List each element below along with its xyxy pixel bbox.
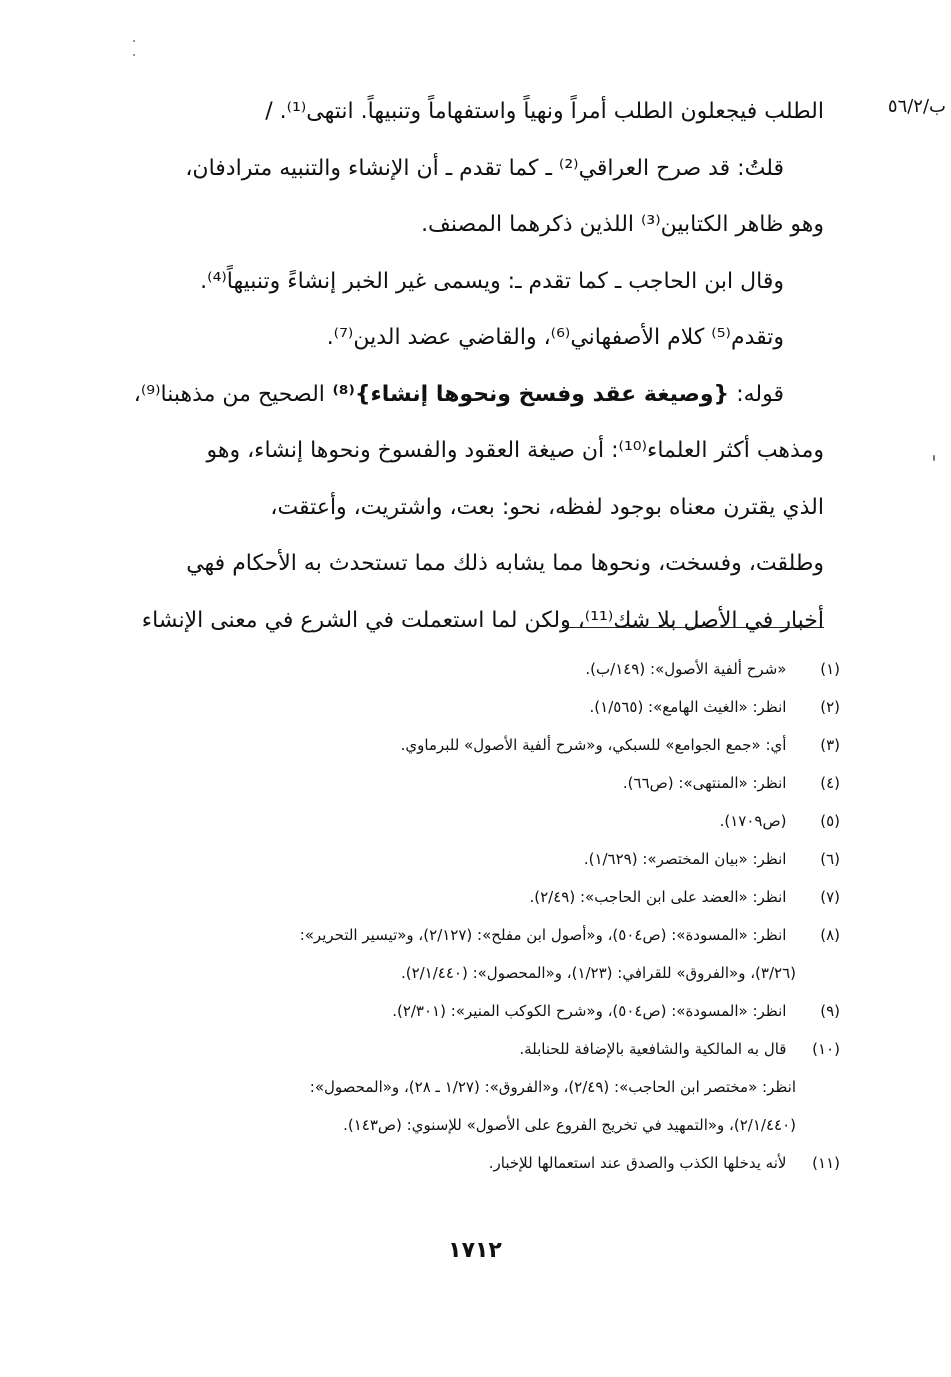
footnote [128,650,840,688]
footnote-number: (٧) [820,888,840,906]
footnote-continuation: انظر: «مختصر ابن الحاجب»: (٢/٤٩)، و«الفروق»: (١/٢٧ ـ ٢٨)، و«المحصول»: [309,1078,796,1096]
footnote-number: (٤) [820,774,840,792]
main-line: ومذهب أكثر العلماء⁽¹⁰⁾: أن صيغة العقود والفسوخ ونحوها إنشاء، وهو [206,438,824,463]
footnote-number: (٢) [820,698,840,716]
footnote-number: (٥) [820,812,840,830]
footnote-continuation: (٢/١/٤٤٠)، و«التمهيد في تخريج الفروع على الأصول» للإسنوي: (ص١٤٣). [343,1116,796,1134]
page-number: ١٧١٢ [448,1238,502,1263]
footnote-number: (١) [820,660,840,678]
footnote-text: انظر: «المسودة»: (ص٥٠٤)، و«أصول ابن مفلح»: (٢/١٢٧)، و«تيسير التحرير»: [299,926,787,944]
footnote-text: انظر: «العضد على ابن الحاجب»: (٢/٤٩). [529,888,787,906]
footnote-continuation: (٣/٢٦)، و«الفروق» للقرافي: (١/٢٣)، و«المحصول»: (٢/١/٤٤٠). [400,964,796,982]
scan-speck [133,54,135,56]
footnote [128,726,840,764]
footnote-text: قال به المالكية والشافعية بالإضافة للحنابلة. [519,1040,787,1058]
footnote-text: انظر: «الغيث الهامع»: (١/٥٦٥). [589,698,787,716]
footnote [128,802,840,840]
footnote-text: لأنه يدخلها الكذب والصدق عند استعمالها للإخبار. [488,1154,787,1172]
footnote [128,878,840,916]
scan-speck [933,455,935,461]
footnote [128,1030,840,1068]
main-line: وقال ابن الحاجب ـ كما تقدم ـ: ويسمى غير الخبر إنشاءً وتنبيهاً⁽⁴⁾. [200,268,784,294]
quote-rest: الصحيح من مذهبنا⁽⁹⁾، [133,381,325,407]
footnotes-block [128,650,840,1182]
main-line: قلتُ: قد صرح العراقي⁽²⁾ ـ كما تقدم ـ أن الإنشاء والتنبيه مترادفان، [185,155,784,181]
main-text-block [112,84,824,649]
footnote [128,916,840,954]
footnote [128,992,840,1030]
footnote [128,764,840,802]
footnote-number: (٨) [820,926,840,944]
main-line: وطلقت، وفسخت، ونحوها مما يشابه ذلك مما تستحدث به الأحكام فهي [186,551,824,576]
footnote-number: (٣) [820,736,840,754]
footnote-number: (٦) [820,850,840,868]
footnote [128,1144,840,1182]
footnote-number: (١١) [812,1154,840,1172]
footnote [128,840,840,878]
main-line: الطلب فيجعلون الطلب أمراً ونهياً واستفهاماً وتنبيهاً. انتهى⁽¹⁾. / [265,99,824,124]
main-line: أخبار في الأصل بلا شك⁽¹¹⁾، ولكن لما استعملت في الشرع في معنى الإنشاء [141,607,824,633]
footnote-text: (ص١٧٠٩). [719,812,787,830]
footnote-text: أي: «جمع الجوامع» للسبكي، و«شرح ألفية الأصول» للبرماوي. [400,736,787,754]
margin-folio-note: ب/٥٦/٢ [887,96,946,117]
quote-prefix: قوله: [729,381,784,407]
footnote-text: انظر: «بيان المختصر»: (١/٦٢٩). [583,850,787,868]
footnote-text: انظر: «المنتهى»: (ص٦٦). [622,774,787,792]
footnote-text: «شرح ألفية الأصول»: (١٤٩/ب). [585,660,787,678]
footnote-number: (١٠) [812,1040,840,1058]
main-line: الذي يقترن معناه بوجود لفظه، نحو: بعت، واشتريت، وأعتقت، [270,494,824,520]
quoted-matn: {وصيغة عقد وفسخ ونحوها إنشاء}⁽⁸⁾ [324,381,730,407]
footnote-separator [562,627,824,628]
main-line: وهو ظاهر الكتابين⁽³⁾ اللذين ذكرهما المصنف. [421,212,824,237]
main-line: وتقدم⁽⁵⁾ كلام الأصفهاني⁽⁶⁾، والقاضي عضد الدين⁽⁷⁾. [326,325,784,350]
footnote-text: انظر: «المسودة»: (ص٥٠٤)، و«شرح الكوكب المنير»: (٢/٣٠١). [392,1002,787,1020]
footnote-number: (٩) [820,1002,840,1020]
scan-speck [133,40,135,42]
main-line-quote [112,367,824,424]
footnote [128,688,840,726]
